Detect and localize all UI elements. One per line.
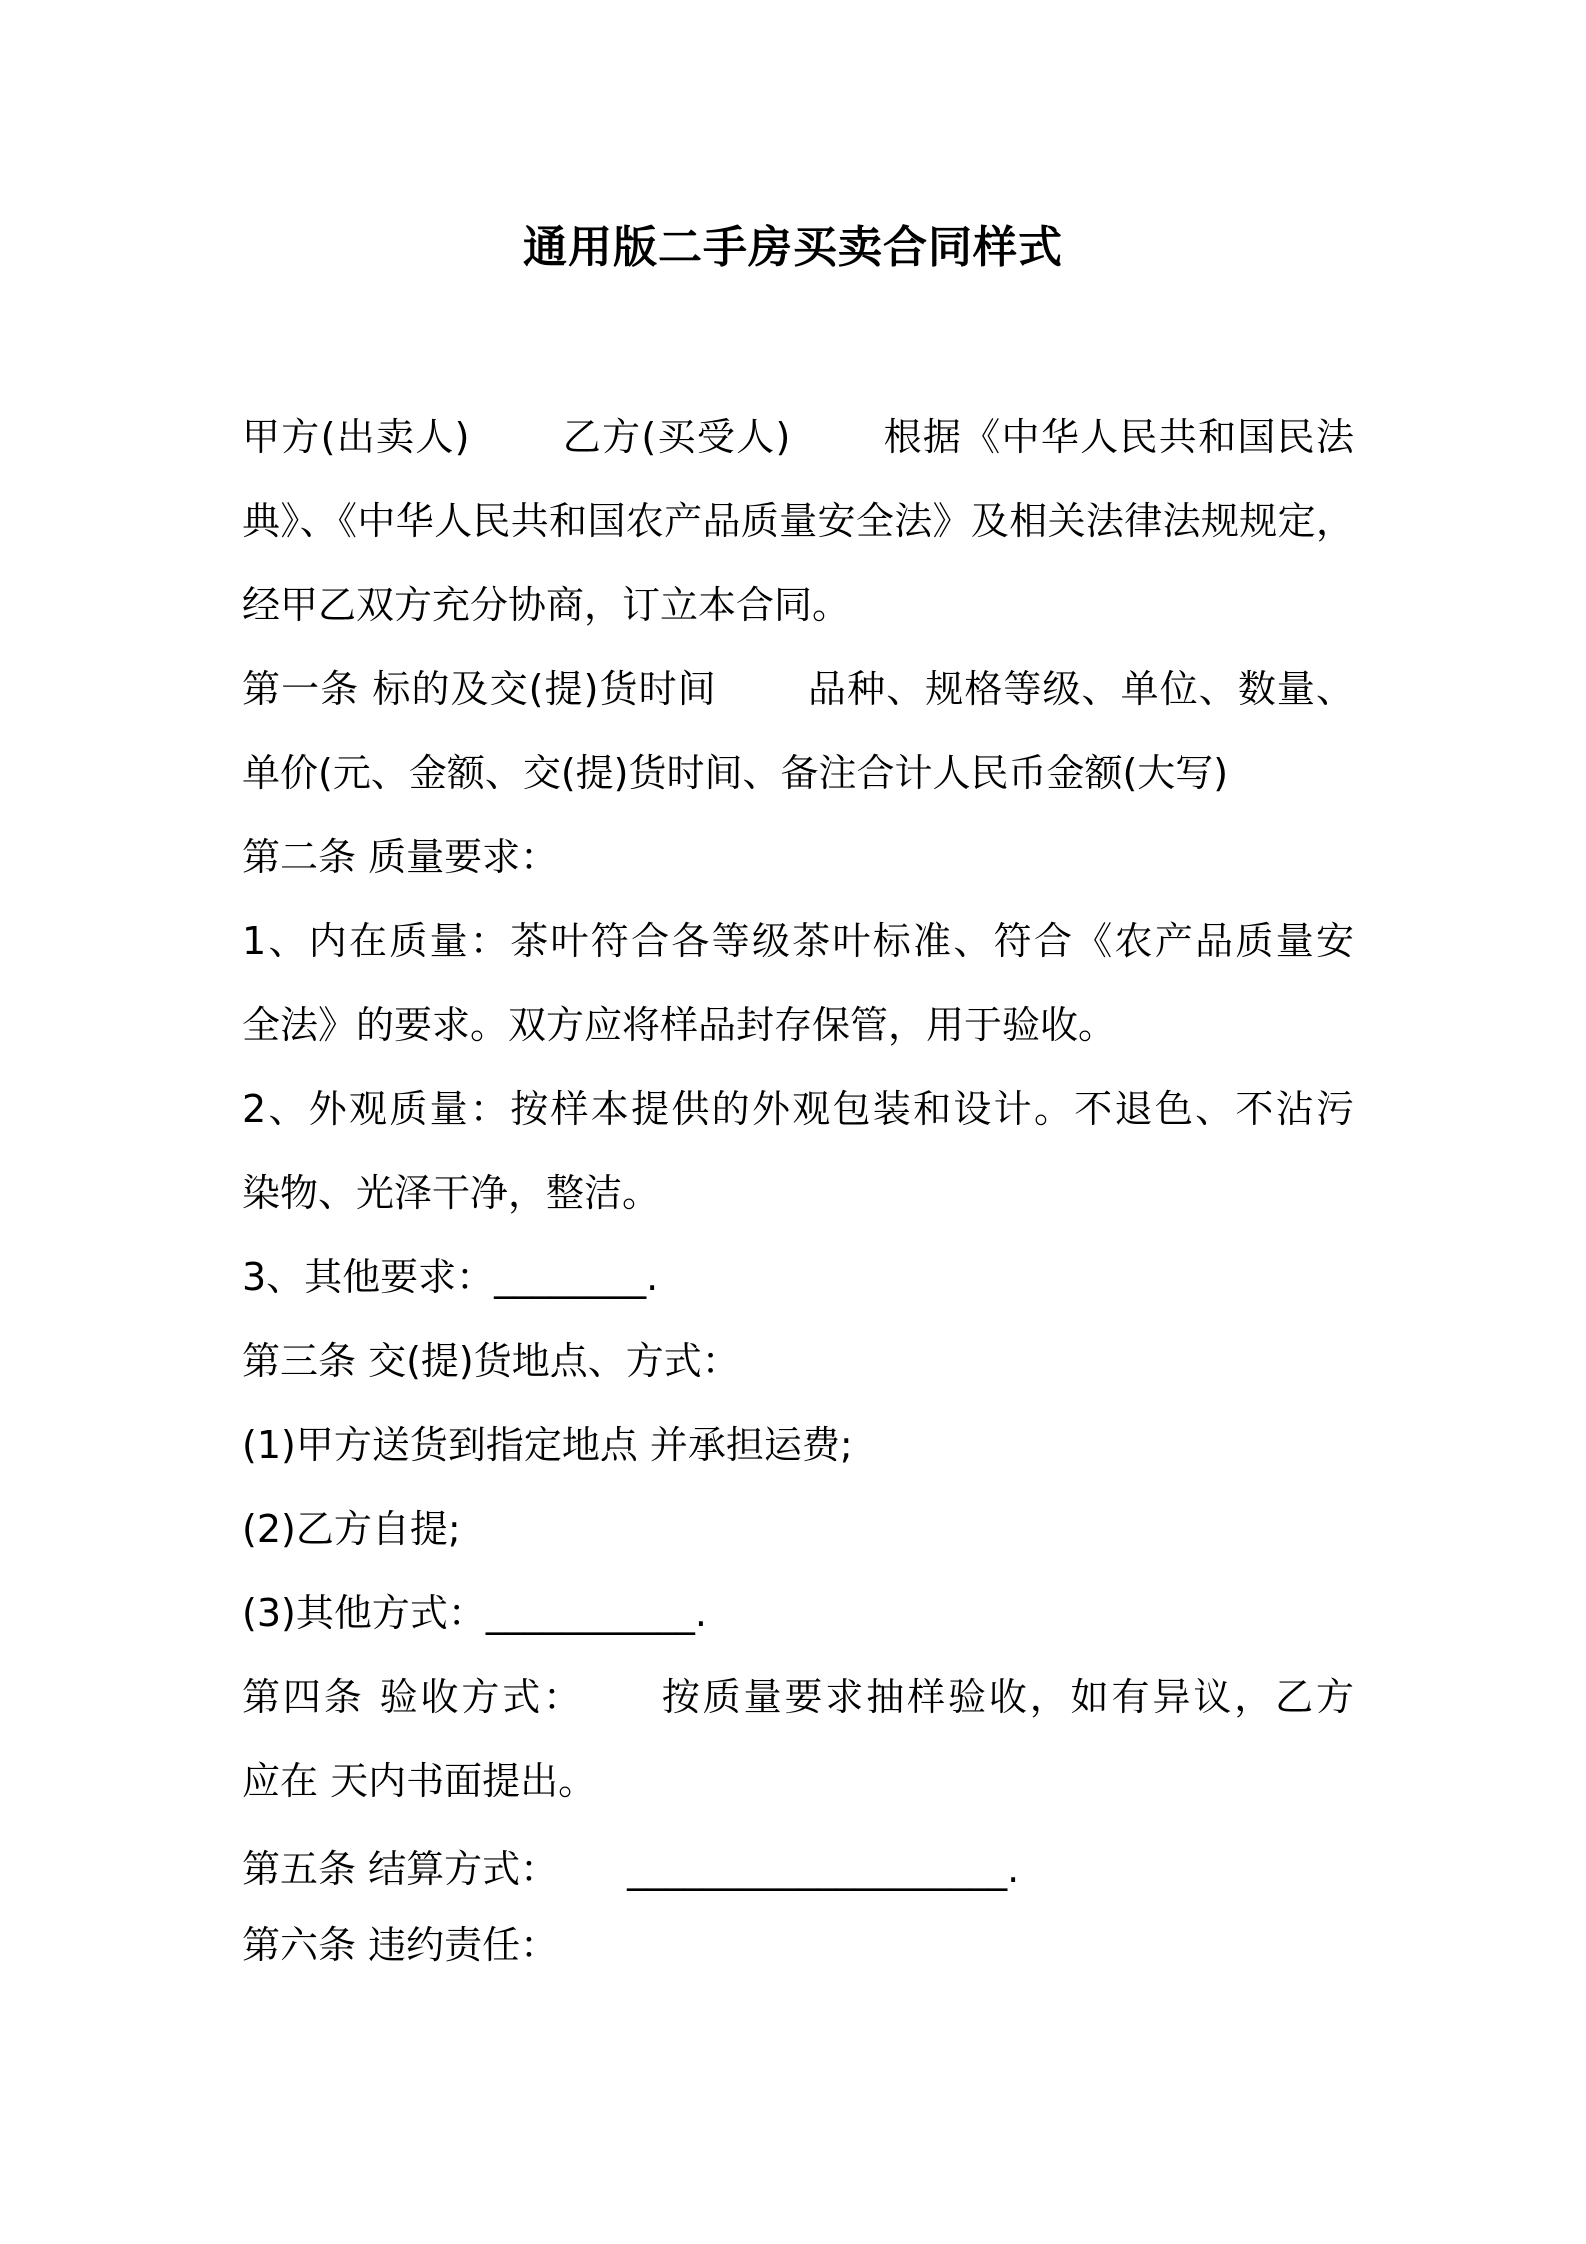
paragraph-line: (3)其他方式：___________. <box>242 1591 707 1635</box>
paragraph-line: 2、外观质量：按样本提供的外观包装和设计。不退色、不沾污 <box>242 1087 1354 1131</box>
page-title: 通用版二手房买卖合同样式 <box>523 222 1063 273</box>
paragraph-line: 典》、《中华人民共和国农产品质量安全法》及相关法律法规规定， <box>242 499 1354 543</box>
paragraph-line: 第五条 结算方式： ____________________. <box>242 1847 1020 1891</box>
paragraph-line: (1)甲方送货到指定地点 并承担运费; <box>242 1423 853 1467</box>
paragraph-line: 第三条 交(提)货地点、方式： <box>242 1339 740 1383</box>
paragraph-line: 单价(元、金额、交(提)货时间、备注合计人民币金额(大写) <box>242 751 1229 795</box>
paragraph-line: 全法》的要求。双方应将样品封存保管，用于验收。 <box>242 1003 1117 1047</box>
paragraph-line: 第一条 标的及交(提)货时间 品种、规格等级、单位、数量、 <box>242 667 1354 711</box>
paragraph-line: 第二条 质量要求： <box>242 835 559 879</box>
paragraph-line: 3、其他要求：________. <box>242 1255 659 1299</box>
paragraph-line: 甲方(出卖人) 乙方(买受人) 根据《中华人民共和国民法 <box>242 415 1354 459</box>
paragraph-line: 应在 天内书面提出。 <box>242 1759 597 1803</box>
paragraph-line: 染物、光泽干净，整洁。 <box>242 1171 661 1215</box>
paragraph-line: 第六条 违约责任： <box>242 1923 559 1967</box>
paragraph-line: 第四条 验收方式： 按质量要求抽样验收，如有异议，乙方 <box>242 1675 1354 1719</box>
paragraph-line: 1、内在质量：茶叶符合各等级茶叶标准、符合《农产品质量安 <box>242 919 1354 963</box>
paragraph-line: (2)乙方自提; <box>242 1507 461 1551</box>
paragraph-line: 经甲乙双方充分协商，订立本合同。 <box>242 583 851 627</box>
